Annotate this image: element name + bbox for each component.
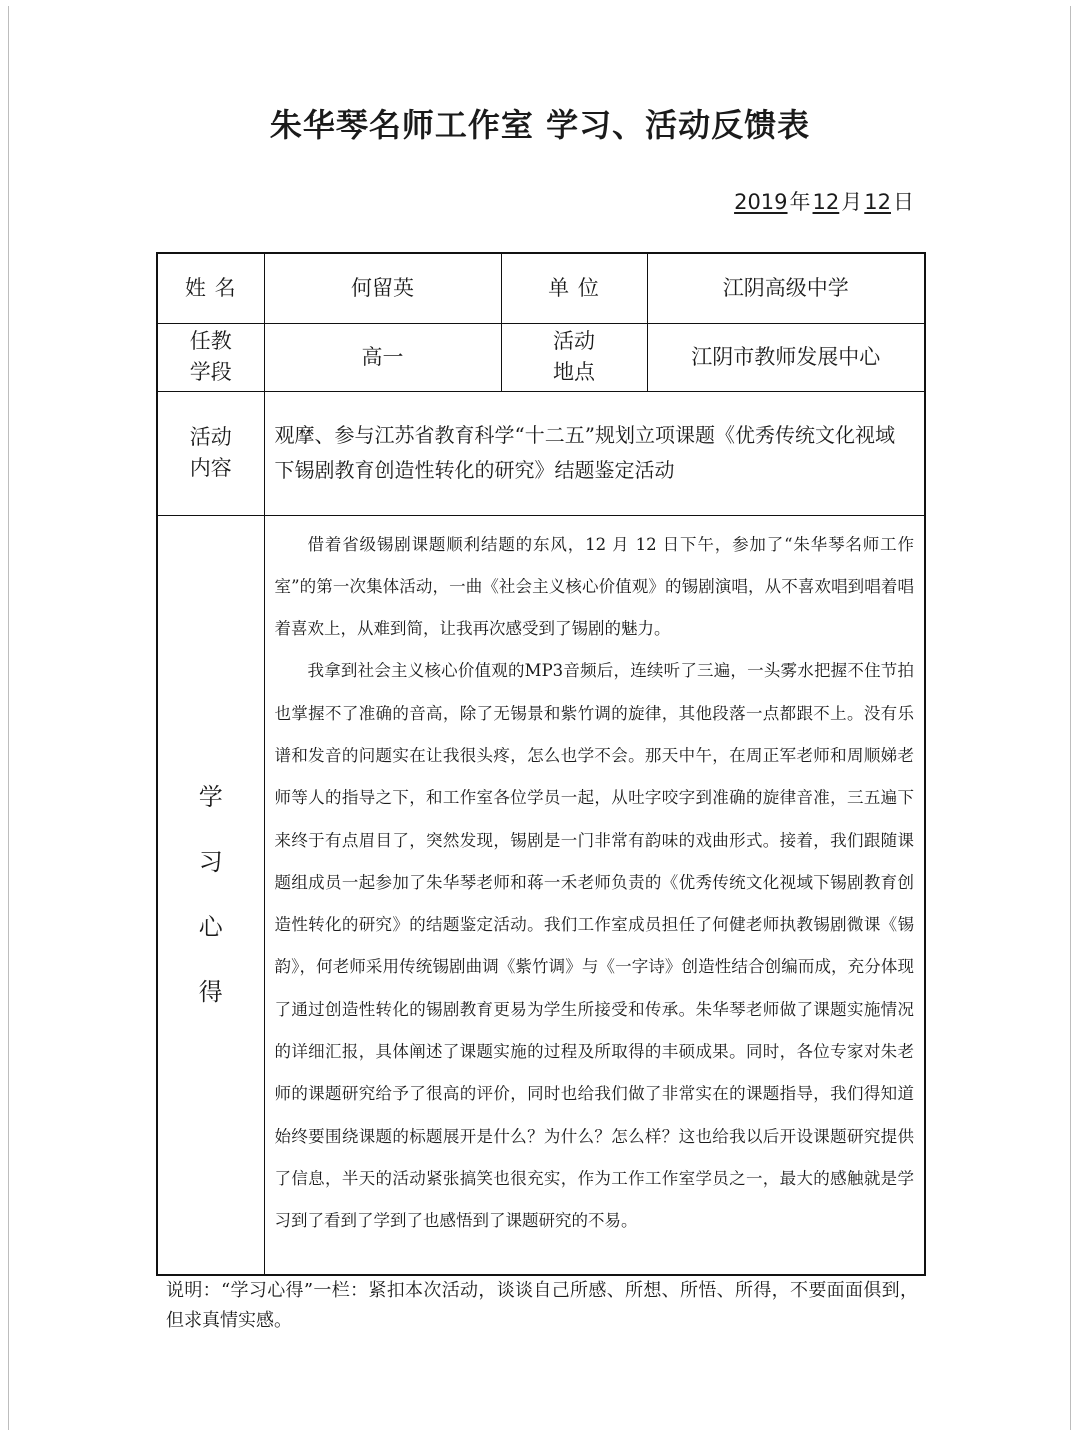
place-label [501, 323, 647, 391]
reflection-label [157, 515, 264, 1275]
name-value: 何留英 [264, 253, 501, 323]
content-label-line-2: 内容 [189, 456, 232, 480]
form-date [732, 186, 914, 216]
content-label-line-1: 活动 [189, 425, 232, 449]
unit-label: 单 位 [501, 253, 647, 323]
stage-label [157, 323, 264, 391]
stage-value: 高一 [264, 323, 501, 391]
reflection-label-char-1: 学 [198, 782, 223, 811]
stage-label-line-1: 任教 [189, 329, 232, 353]
content-value: 观摩、参与江苏省教育科学“十二五”规划立项课题《优秀传统文化视域下锡剧教育创造性转化的研究》结题鉴定活动 [264, 391, 925, 515]
feedback-form-table [156, 252, 926, 1276]
place-label-line-2: 地点 [553, 360, 595, 384]
name-label: 姓 名 [157, 253, 264, 323]
row-content [157, 391, 925, 515]
place-value: 江阴市教师发展中心 [647, 323, 925, 391]
place-label-line-1: 活动 [553, 329, 595, 353]
date-year-unit: 年 [789, 190, 811, 214]
reflection-text [264, 515, 925, 1275]
reflection-label-char-3: 心 [198, 912, 223, 941]
reflection-label-char-4: 得 [198, 977, 223, 1006]
date-day-unit: 日 [893, 190, 914, 214]
reflection-paragraph-1: 借着省级锡剧课题顺利结题的东风，12 月 12 日下午，参加了“朱华琴名师工作室”的第一次集体活动，一曲《社会主义核心价值观》的锡剧演唱，从不喜欢唱到唱着唱着喜欢上，从难到简，让我再次感受到了锡剧的魅力。 [274, 534, 914, 639]
date-year: 2019 [734, 190, 788, 214]
content-label [157, 391, 264, 515]
stage-label-line-2: 学段 [189, 360, 232, 384]
reflection-paragraph-2: 我拿到社会主义核心价值观的MP3音频后，连续听了三遍，一头雾水把握不住节拍也掌握不了准确的音高，除了无锡景和紫竹调的旋律，其他段落一点都跟不上。没有乐谱和发音的问题实在让我很头疼，怎么也学不会。那天中午，在周正军老师和周顺娣老师等人的指导之下，和工作室各位学员一起，从吐字咬字到准确的旋律音准，三五遍下来终于有点眉目了，突然发现，锡剧是一门非常有韵味的戏曲形式。接着，我们跟随课题组成员一起参加了朱华琴老师和蒋一禾老师负责的《优秀传统文化视域下锡剧教育创造性转化的研究》的结题鉴定活动。我们工作室成员担任了何健老师执教锡剧微课《锡韵》，何老师采用传统锡剧曲调《紫竹调》与《一字诗》创造性结合创编而成，充分体现了通过创造性转化的锡剧教育更易为学生所接受和传承。朱华琴老师做了课题实施情况的详细汇报，具体阐述了课题实施的过程及所取得的丰硕成果。同时，各位专家对朱老师的课题研究给予了很高的评价，同时也给我们做了非常实在的课题指导，我们得知道始终要围绕课题的标题展开是什么？为什么？怎么样？这也给我以后开设课题研究提供了信息，半天的活动紧张搞笑也很充实，作为工作工作室学员之一，最大的感触就是学习到了看到了学到了也感悟到了课题研究的不易。 [274, 661, 914, 1231]
reflection-label-char-2: 习 [198, 847, 223, 876]
date-month: 12 [812, 190, 840, 214]
form-note: 说明：“学习心得”一栏：紧扣本次活动，谈谈自己所感、所想、所悟、所得，不要面面俱到，但求真情实感。 [166, 1280, 918, 1331]
unit-value: 江阴高级中学 [647, 253, 925, 323]
row-stage-place [157, 323, 925, 391]
date-month-unit: 月 [841, 190, 863, 214]
row-reflection [157, 515, 925, 1275]
date-day: 12 [864, 190, 891, 214]
page-title: 朱华琴名师工作室 学习、活动反馈表 [269, 106, 811, 144]
row-name-unit [157, 253, 925, 323]
